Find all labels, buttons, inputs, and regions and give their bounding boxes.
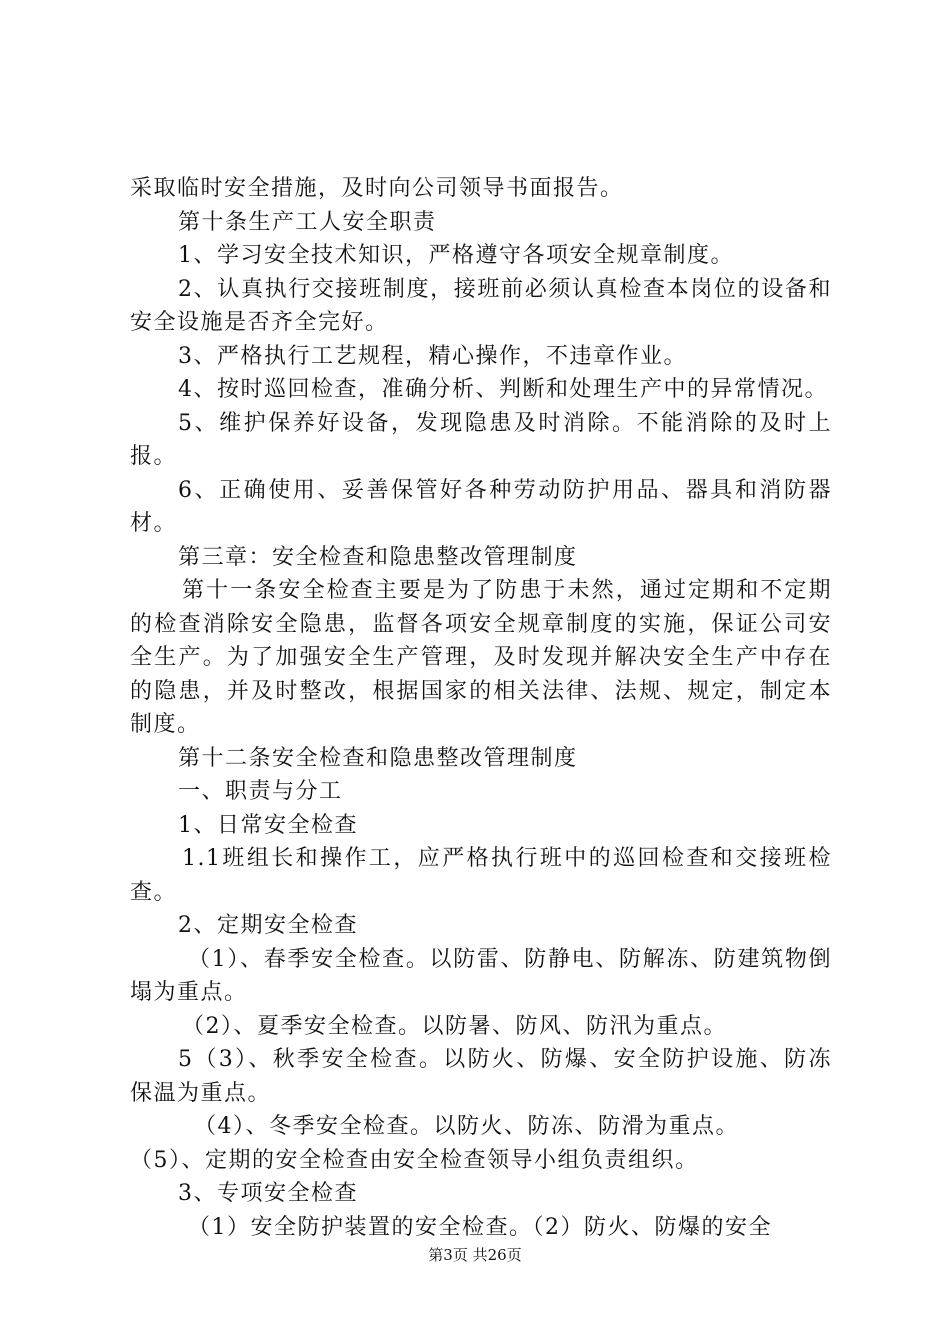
paragraph: 5（3）、秋季安全检查。以防火、防爆、安全防护设施、防冻保温为重点。 (130, 1047, 832, 1106)
paragraph: （1）安全防护装置的安全检查。（2）防火、防爆的安全 (188, 1214, 772, 1240)
paragraph: 3、严格执行工艺规程，精心操作，不违章作业。 (178, 343, 687, 369)
paragraph: （2）、夏季安全检查。以防暑、防风、防汛为重点。 (182, 1013, 727, 1039)
paragraph: 2、认真执行交接班制度，接班前必须认真检查本岗位的设备和安全设施是否齐全完好。 (130, 276, 832, 335)
paragraph: 第十条生产工人安全职责 (178, 209, 437, 235)
paragraph: 4、按时巡回检查，准确分析、判断和处理生产中的异常情况。 (178, 377, 828, 402)
paragraph: 6、正确使用、妥善保管好各种劳动防护用品、器具和消防器材。 (130, 477, 832, 536)
paragraph: 5、维护保养好设备，发现隐患及时消除。不能消除的及时上报。 (130, 410, 832, 469)
paragraph: 2、定期安全检查 (178, 913, 358, 938)
paragraph: （1）、春季安全检查。以防雷、防静电、防解冻、防建筑物倒塌为重点。 (130, 946, 832, 1005)
paragraph: 1、学习安全技术知识，严格遵守各项安全规章制度。 (178, 243, 734, 268)
paragraph: 3、专项安全检查 (178, 1181, 358, 1206)
page-footer: 第3页 共26页 (428, 1246, 522, 1264)
paragraph: （4）、冬季安全检查。以防火、防冻、防滑为重点。 (194, 1114, 739, 1139)
paragraph: 采取临时安全措施，及时向公司领导书面报告。 (130, 176, 624, 201)
paragraph: （5）、定期的安全检查由安全检查领导小组负责组织。 (130, 1147, 699, 1173)
paragraph: 1、日常安全检查 (178, 812, 358, 838)
paragraph: 第十一条安全检查主要是为了防患于未然，通过定期和不定期的检查消除安全隐患，监督各项安全规章制度的实施，保证公司安全生产。为了加强安全生产管理，及时发现并解决安全生产中存在的隐患，并及时整改，根据国家的相关法律、法规、规定，制定本制度。 (130, 578, 832, 737)
paragraph: 1.1班组长和操作工，应严格执行班中的巡回检查和交接班检查。 (130, 846, 832, 905)
document-body (130, 172, 832, 1244)
paragraph: 第三章：安全检查和隐患整改管理制度 (178, 544, 578, 570)
paragraph: 第十二条安全检查和隐患整改管理制度 (178, 745, 578, 771)
paragraph: 一、职责与分工 (178, 779, 343, 804)
